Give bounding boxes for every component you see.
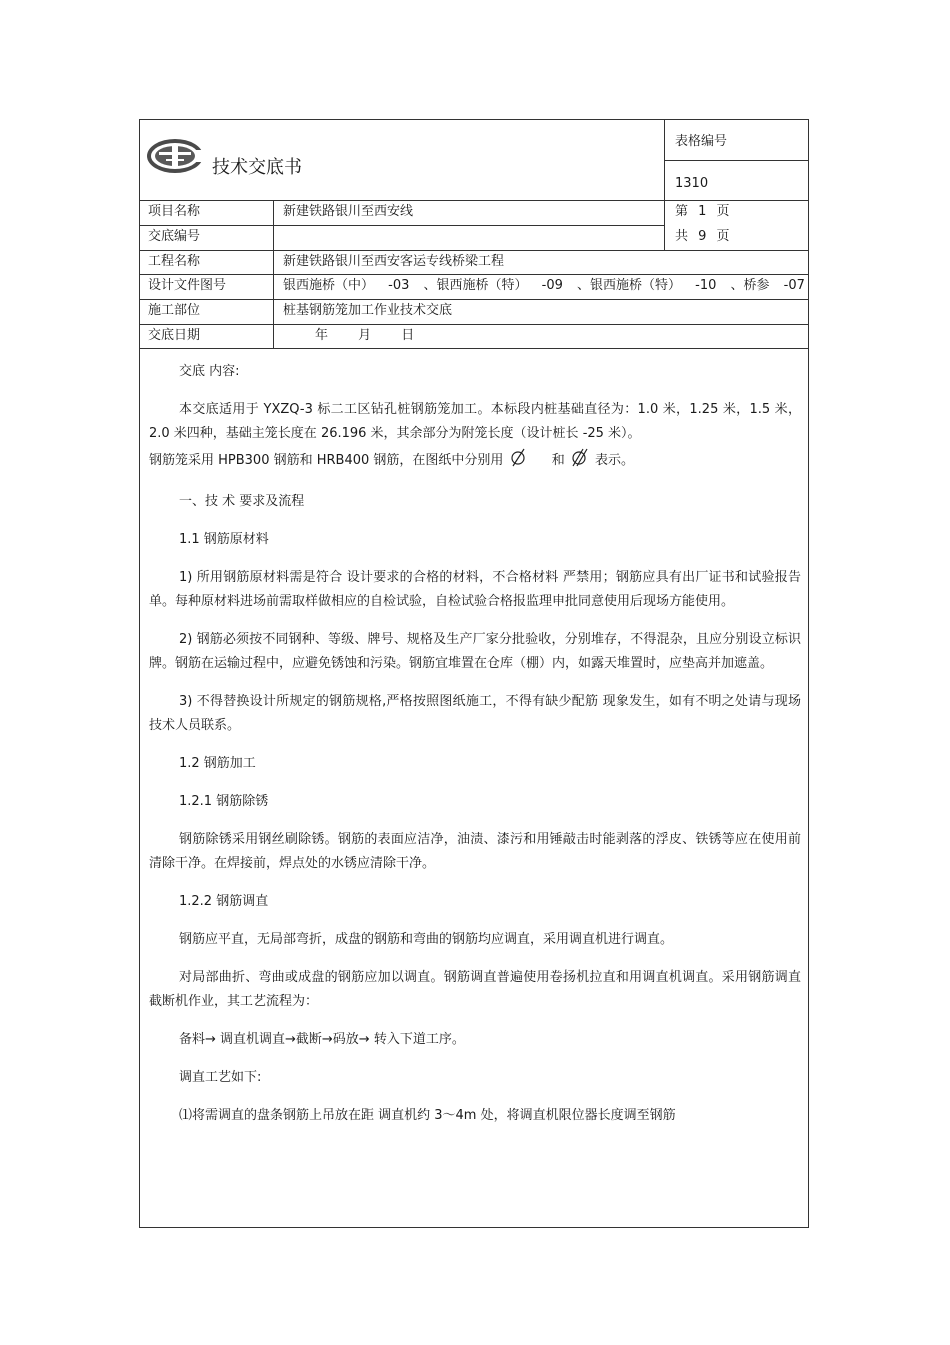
jd-number-label: 交底编号 [148, 229, 201, 244]
construction-site-label: 施工部位 [148, 303, 201, 318]
row-divider [664, 160, 809, 161]
row-divider [139, 274, 809, 275]
document-title: 技术交底书 [212, 157, 302, 178]
project-name-value: 新建铁路银川至西安线 [283, 204, 414, 219]
row-divider [139, 324, 809, 325]
content-paragraph: 备料→ 调直机调直→截断→码放→ 转入下道工序。 [179, 1032, 465, 1047]
content-paragraph: 调直工艺如下: [179, 1070, 262, 1085]
row-divider [139, 250, 809, 251]
paragraph-text: 和 [551, 453, 565, 468]
content-paragraph: 钢筋除锈采用钢丝刷除锈。钢筋的表面应洁净，油渍、漆污和用锤敲击时能剥落的浮皮、铁锈等应在使用前清除干净。在焊接前，焊点处的水锈应清除干净。 [149, 832, 801, 871]
phi-symbol-icon [508, 446, 530, 468]
content-paragraph: 1) 所用钢筋原材料需是符合 设计要求的合格的材料，不合格材料 严禁用；钢筋应具有出厂证书和试验报告单。每种原材料进场前需取样做相应的自检试验，自检试验合格报监理申批同意使用后现场方能使用。 [149, 570, 801, 609]
drawing-number-value: 银西施桥（中） -03 、银西施桥（特） -09 、银西施桥（特） -10 、桥参 -07 [283, 278, 805, 293]
form-number-value: 1310 [675, 176, 709, 191]
section-heading: 一、技 术 要求及流程 [179, 494, 305, 509]
document-content [149, 360, 801, 1128]
section-heading: 1.2 钢筋加工 [179, 756, 256, 771]
section-heading: 1.2.2 钢筋调直 [179, 894, 269, 909]
section-heading: 1.1 钢筋原材料 [179, 532, 269, 547]
content-paragraph: 钢筋应平直，无局部弯折，成盘的钢筋和弯曲的钢筋均应调直，采用调直机进行调直。 [179, 932, 674, 947]
form-number-label: 表格编号 [675, 134, 728, 149]
content-paragraph: 对局部曲折、弯曲或成盘的钢筋应加以调直。钢筋调直普遍使用卷扬机拉直和用调直机调直。采用钢筋调直截断机作业，其工艺流程为： [149, 970, 801, 1009]
content-paragraph: ⑴将需调直的盘条钢筋上吊放在距 调直机约 3～4m 处，将调直机限位器长度调至钢筋 [179, 1108, 676, 1123]
construction-site-value: 桩基钢筋笼加工作业技术交底 [283, 303, 453, 318]
paragraph-text: 钢筋笼采用 HPB300 钢筋和 HRB400 钢筋，在图纸中分别用 [149, 453, 504, 468]
content-intro-label: 交底 内容: [179, 364, 240, 379]
row-divider [139, 200, 809, 201]
row-divider [139, 225, 664, 226]
content-paragraph: 本交底适用于 YXZQ-3 标二工区钻孔桩钢筋笼加工。本标段内桩基础直径为：1.0 米，1.25 米，1.5 米，2.0 米四种，基础主笼长度在 26.196 米，其余部分为附笼长度（设计桩长 -25 米）。 [149, 402, 801, 441]
engineering-name-value: 新建铁路银川至西安客运专线桥梁工程 [283, 254, 505, 269]
content-paragraph: 3) 不得替换设计所规定的钢筋规格,严格按照图纸施工，不得有缺少配筋 现象发生，如有不明之处请与现场技术人员联系。 [149, 694, 801, 733]
row-divider [139, 299, 809, 300]
column-divider [273, 200, 274, 348]
drawing-number-label: 设计文件图号 [148, 278, 227, 293]
page-current: 第 1 页 [675, 204, 730, 219]
project-name-label: 项目名称 [148, 204, 201, 219]
content-paragraph [149, 446, 801, 476]
double-phi-symbol-icon [569, 446, 591, 468]
page-total: 共 9 页 [675, 229, 730, 244]
content-paragraph: 2) 钢筋必须按不同钢种、等级、牌号、规格及生产厂家分批验收，分别堆存，不得混杂，且应分别设立标识牌。钢筋在运输过程中，应避免锈蚀和污染。钢筋宜堆置在仓库（棚）内，如露天堆置时，应垫高并加遮盖。 [149, 632, 801, 671]
row-divider [139, 348, 809, 349]
handover-date-label: 交底日期 [148, 328, 201, 343]
paragraph-text: 表示。 [595, 453, 635, 468]
section-heading: 1.2.1 钢筋除锈 [179, 794, 269, 809]
column-divider [664, 119, 665, 250]
engineering-name-label: 工程名称 [148, 254, 201, 269]
handover-date-value: 年 月 日 [315, 328, 415, 343]
company-logo-icon [145, 135, 209, 177]
